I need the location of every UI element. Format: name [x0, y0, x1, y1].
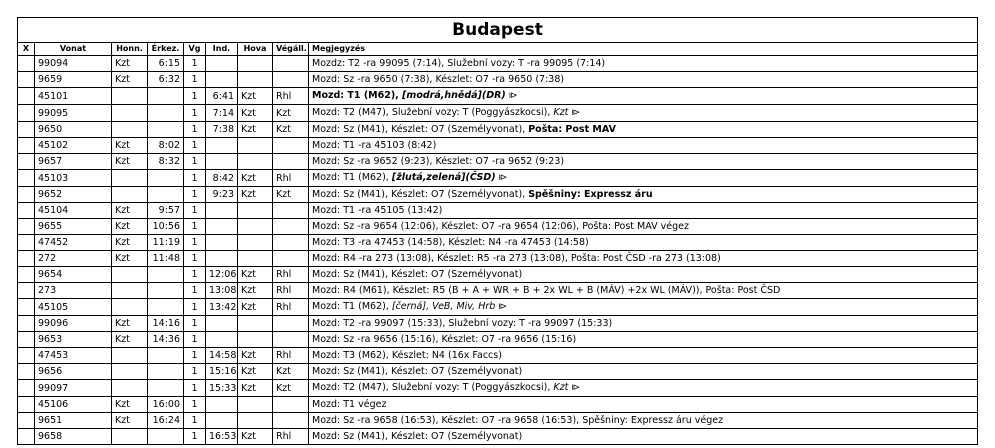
cell-vonat: 99095: [35, 105, 112, 122]
cell-erkez: [148, 348, 184, 364]
cell-erkez: 6:15: [148, 56, 184, 72]
cell-x: [18, 429, 35, 445]
cell-hova: [238, 154, 273, 170]
cell-erkez: 10:56: [148, 219, 184, 235]
continue-arrow-icon: ⧐: [495, 302, 508, 312]
cell-ind: 9:23: [206, 187, 238, 203]
continue-arrow-icon: ⧐: [568, 108, 581, 118]
cell-hova: [238, 203, 273, 219]
cell-honn: Kzt: [112, 72, 148, 88]
cell-hova: [238, 316, 273, 332]
cell-vegall: Rhl: [273, 348, 309, 364]
cell-hova: Kzt: [238, 380, 273, 397]
table-row: [18, 413, 978, 429]
cell-megjegyzes: [309, 397, 978, 413]
cell-hova: [238, 235, 273, 251]
cell-erkez: [148, 187, 184, 203]
cell-honn: [112, 105, 148, 122]
cell-vegall: Rhl: [273, 299, 309, 316]
cell-vegall: Kzt: [273, 187, 309, 203]
cell-hova: [238, 251, 273, 267]
cell-hova: [238, 138, 273, 154]
cell-vonat: 99094: [35, 56, 112, 72]
cell-honn: [112, 267, 148, 283]
cell-x: [18, 56, 35, 72]
cell-megjegyzes: [309, 267, 978, 283]
cell-honn: Kzt: [112, 235, 148, 251]
cell-vegall: Rhl: [273, 170, 309, 187]
note-segment: Mozd: T3 -ra 47453 (14:58), Készlet: N4 -ra 47453 (14:58): [312, 237, 589, 248]
table-row: [18, 154, 978, 170]
cell-megjegyzes: [309, 332, 978, 348]
cell-vegall: [273, 154, 309, 170]
note-segment: Mozd: Sz (M41), Készlet: O7 (Személyvonat),: [312, 189, 529, 200]
cell-vegall: [273, 56, 309, 72]
note-segment: [žlutá,zelená](ČSD): [391, 172, 496, 183]
cell-vegall: Kzt: [273, 364, 309, 380]
cell-vg: 1: [184, 267, 206, 283]
table-row: [18, 380, 978, 397]
cell-erkez: 6:32: [148, 72, 184, 88]
note-segment: Mozd: R4 (M61), Készlet: R5 (B + A + WR + B + 2x WL + B (MÁV) +2x WL (MÁV)), Pošta: Post ČSD: [312, 285, 781, 296]
note-segment: Kzt: [553, 107, 569, 118]
cell-hova: [238, 72, 273, 88]
cell-erkez: 16:24: [148, 413, 184, 429]
cell-vonat: 273: [35, 283, 112, 299]
cell-vegall: [273, 316, 309, 332]
table-row: [18, 88, 978, 105]
cell-ind: [206, 72, 238, 88]
cell-vonat: 9651: [35, 413, 112, 429]
cell-x: [18, 105, 35, 122]
cell-vonat: 45105: [35, 299, 112, 316]
note-segment: Mozd: Sz -ra 9658 (16:53), Készlet: O7 -ra 9658 (16:53), Spěšniny: Expressz áru végez: [312, 415, 724, 426]
cell-ind: 12:06: [206, 267, 238, 283]
cell-vegall: [273, 72, 309, 88]
cell-honn: Kzt: [112, 316, 148, 332]
table-row: [18, 429, 978, 445]
cell-megjegyzes: [309, 170, 978, 187]
cell-x: [18, 138, 35, 154]
table-row: [18, 105, 978, 122]
cell-hova: Kzt: [238, 170, 273, 187]
cell-erkez: [148, 429, 184, 445]
note-segment: Mozd: T1 -ra 45103 (8:42): [312, 140, 437, 151]
cell-vegall: [273, 138, 309, 154]
cell-erkez: [148, 122, 184, 138]
cell-x: [18, 380, 35, 397]
note-segment: Mozd: Sz -ra 9654 (12:06), Készlet: O7 -ra 9654 (12:06), Pošta: Post MAV végez: [312, 221, 689, 232]
cell-vonat: 9653: [35, 332, 112, 348]
cell-megjegyzes: [309, 364, 978, 380]
note-segment: Pošta: Post MAV: [528, 124, 616, 135]
cell-honn: [112, 364, 148, 380]
table-row: [18, 283, 978, 299]
cell-vonat: 272: [35, 251, 112, 267]
station-timetable: [17, 17, 978, 445]
cell-x: [18, 251, 35, 267]
cell-x: [18, 332, 35, 348]
cell-megjegyzes: [309, 122, 978, 138]
cell-erkez: [148, 105, 184, 122]
cell-x: [18, 316, 35, 332]
header-row: [18, 43, 978, 56]
cell-erkez: 14:16: [148, 316, 184, 332]
cell-x: [18, 413, 35, 429]
cell-x: [18, 364, 35, 380]
cell-vonat: 45106: [35, 397, 112, 413]
cell-erkez: 14:36: [148, 332, 184, 348]
continue-arrow-icon: ⧐: [495, 173, 508, 183]
cell-vonat: 9650: [35, 122, 112, 138]
cell-hova: [238, 219, 273, 235]
cell-vg: 1: [184, 219, 206, 235]
cell-ind: 7:14: [206, 105, 238, 122]
table-row: [18, 56, 978, 72]
cell-hova: Kzt: [238, 348, 273, 364]
cell-ind: 16:53: [206, 429, 238, 445]
cell-vonat: 45101: [35, 88, 112, 105]
cell-vg: 1: [184, 299, 206, 316]
cell-vg: 1: [184, 138, 206, 154]
cell-vonat: 47452: [35, 235, 112, 251]
table-row: [18, 267, 978, 283]
cell-ind: [206, 56, 238, 72]
cell-erkez: [148, 299, 184, 316]
table-row: [18, 397, 978, 413]
cell-hova: Kzt: [238, 122, 273, 138]
cell-x: [18, 88, 35, 105]
cell-vonat: 9656: [35, 364, 112, 380]
cell-honn: [112, 283, 148, 299]
cell-erkez: [148, 380, 184, 397]
table-row: [18, 122, 978, 138]
cell-honn: [112, 170, 148, 187]
note-segment: Mozd: Sz -ra 9652 (9:23), Készlet: O7 -ra 9652 (9:23): [312, 156, 565, 167]
cell-vg: 1: [184, 380, 206, 397]
cell-vonat: 9659: [35, 72, 112, 88]
cell-x: [18, 299, 35, 316]
note-segment: Mozd: Sz (M41), Készlet: O7 (Személyvonat): [312, 269, 523, 280]
cell-x: [18, 122, 35, 138]
cell-vegall: [273, 413, 309, 429]
note-segment: Mozd: T1 -ra 45105 (13:42): [312, 205, 443, 216]
cell-honn: Kzt: [112, 56, 148, 72]
cell-honn: [112, 187, 148, 203]
cell-vonat: 9657: [35, 154, 112, 170]
cell-ind: [206, 251, 238, 267]
cell-megjegyzes: [309, 72, 978, 88]
cell-honn: [112, 299, 148, 316]
cell-erkez: 11:19: [148, 235, 184, 251]
note-segment: Mozd: T1 (M62),: [312, 172, 392, 183]
cell-honn: Kzt: [112, 397, 148, 413]
cell-ind: [206, 138, 238, 154]
station-title: Budapest: [18, 18, 978, 43]
cell-erkez: [148, 364, 184, 380]
cell-erkez: [148, 170, 184, 187]
cell-ind: [206, 203, 238, 219]
continue-arrow-icon: ⧐: [568, 383, 581, 393]
cell-vg: 1: [184, 413, 206, 429]
table-row: [18, 299, 978, 316]
table-row: [18, 72, 978, 88]
cell-megjegyzes: [309, 88, 978, 105]
cell-megjegyzes: [309, 203, 978, 219]
cell-ind: [206, 219, 238, 235]
cell-vg: 1: [184, 187, 206, 203]
cell-vg: 1: [184, 56, 206, 72]
cell-megjegyzes: [309, 283, 978, 299]
cell-vg: 1: [184, 364, 206, 380]
cell-erkez: 8:32: [148, 154, 184, 170]
table-row: [18, 138, 978, 154]
cell-honn: Kzt: [112, 154, 148, 170]
timetable-sheet: [17, 17, 978, 445]
cell-ind: [206, 154, 238, 170]
cell-vg: 1: [184, 235, 206, 251]
cell-megjegyzes: [309, 154, 978, 170]
cell-erkez: [148, 283, 184, 299]
cell-vegall: Kzt: [273, 122, 309, 138]
header-erkez: Érkez.: [148, 43, 184, 56]
cell-vonat: 99097: [35, 380, 112, 397]
header-ind: Ind.: [206, 43, 238, 56]
cell-megjegyzes: [309, 316, 978, 332]
cell-vegall: [273, 251, 309, 267]
cell-vegall: Rhl: [273, 267, 309, 283]
cell-x: [18, 203, 35, 219]
cell-ind: 13:08: [206, 283, 238, 299]
cell-vonat: 9655: [35, 219, 112, 235]
cell-erkez: 11:48: [148, 251, 184, 267]
cell-megjegyzes: [309, 187, 978, 203]
cell-vegall: Kzt: [273, 105, 309, 122]
note-segment: Mozd: T3 (M62), Készlet: N4 (16x Faccs): [312, 350, 502, 361]
cell-megjegyzes: [309, 380, 978, 397]
cell-honn: Kzt: [112, 203, 148, 219]
table-row: [18, 203, 978, 219]
cell-ind: 8:42: [206, 170, 238, 187]
cell-megjegyzes: [309, 105, 978, 122]
cell-honn: Kzt: [112, 219, 148, 235]
note-segment: Mozd: Sz (M41), Készlet: O7 (Személyvonat): [312, 366, 523, 377]
cell-megjegyzes: [309, 219, 978, 235]
note-segment: Kzt: [553, 382, 569, 393]
cell-honn: [112, 348, 148, 364]
cell-megjegyzes: [309, 348, 978, 364]
cell-honn: Kzt: [112, 332, 148, 348]
cell-hova: Kzt: [238, 283, 273, 299]
table-row: [18, 187, 978, 203]
cell-vg: 1: [184, 429, 206, 445]
note-segment: Mozd: Sz (M41), Készlet: O7 (Személyvonat),: [312, 124, 529, 135]
header-megjegyzes: Megjegyzés: [309, 43, 978, 56]
cell-erkez: [148, 267, 184, 283]
cell-hova: Kzt: [238, 267, 273, 283]
cell-honn: [112, 88, 148, 105]
cell-hova: Kzt: [238, 429, 273, 445]
note-segment: Mozdz: T2 -ra 99095 (7:14), Služební vozy: T -ra 99095 (7:14): [312, 58, 606, 69]
header-vegall: Végáll.: [273, 43, 309, 56]
title-row: [18, 18, 978, 43]
cell-vonat: 47453: [35, 348, 112, 364]
cell-ind: [206, 332, 238, 348]
cell-vegall: Rhl: [273, 429, 309, 445]
cell-vg: 1: [184, 203, 206, 219]
note-segment: Mozd: T2 -ra 99097 (15:33), Služební vozy: T -ra 99097 (15:33): [312, 318, 613, 329]
cell-vg: 1: [184, 154, 206, 170]
cell-hova: Kzt: [238, 364, 273, 380]
cell-hova: [238, 56, 273, 72]
cell-vegall: Rhl: [273, 88, 309, 105]
cell-x: [18, 397, 35, 413]
table-row: [18, 251, 978, 267]
note-segment: Mozd: Sz (M41), Készlet: O7 (Személyvonat): [312, 431, 523, 442]
cell-hova: Kzt: [238, 299, 273, 316]
note-segment: Mozd: T2 (M47), Služební vozy: T (Poggyászkocsi),: [312, 382, 554, 393]
note-segment: [černá], VeB, Miv, Hrb: [391, 301, 496, 312]
table-row: [18, 170, 978, 187]
cell-ind: [206, 413, 238, 429]
cell-vg: 1: [184, 348, 206, 364]
cell-honn: Kzt: [112, 413, 148, 429]
cell-x: [18, 187, 35, 203]
cell-vegall: Kzt: [273, 380, 309, 397]
cell-honn: Kzt: [112, 138, 148, 154]
cell-x: [18, 72, 35, 88]
cell-vegall: [273, 397, 309, 413]
cell-vg: 1: [184, 251, 206, 267]
cell-megjegyzes: [309, 251, 978, 267]
cell-vonat: 45103: [35, 170, 112, 187]
cell-erkez: [148, 88, 184, 105]
cell-hova: [238, 397, 273, 413]
cell-ind: [206, 316, 238, 332]
cell-vegall: [273, 332, 309, 348]
cell-vonat: 9652: [35, 187, 112, 203]
header-vonat: Vonat: [35, 43, 112, 56]
cell-vg: 1: [184, 283, 206, 299]
cell-megjegyzes: [309, 299, 978, 316]
table-row: [18, 219, 978, 235]
cell-vg: 1: [184, 316, 206, 332]
cell-megjegyzes: [309, 413, 978, 429]
cell-vg: 1: [184, 122, 206, 138]
cell-vg: 1: [184, 88, 206, 105]
note-segment: [modrá,hnědá](DR): [402, 90, 506, 101]
cell-honn: [112, 429, 148, 445]
cell-hova: [238, 332, 273, 348]
table-row: [18, 316, 978, 332]
cell-vg: 1: [184, 332, 206, 348]
cell-x: [18, 348, 35, 364]
cell-ind: 7:38: [206, 122, 238, 138]
cell-vonat: 99096: [35, 316, 112, 332]
cell-x: [18, 154, 35, 170]
note-segment: Mozd: R4 -ra 273 (13:08), Készlet: R5 -ra 273 (13:08), Pošta: Post ČSD -ra 273 (13:08): [312, 253, 721, 264]
cell-ind: 14:58: [206, 348, 238, 364]
cell-vonat: 9654: [35, 267, 112, 283]
cell-honn: [112, 122, 148, 138]
header-honn: Honn.: [112, 43, 148, 56]
cell-hova: Kzt: [238, 88, 273, 105]
cell-x: [18, 170, 35, 187]
cell-x: [18, 219, 35, 235]
cell-ind: 13:42: [206, 299, 238, 316]
cell-ind: 15:16: [206, 364, 238, 380]
cell-megjegyzes: [309, 429, 978, 445]
table-row: [18, 332, 978, 348]
cell-erkez: 9:57: [148, 203, 184, 219]
header-x: X: [18, 43, 35, 56]
table-row: [18, 364, 978, 380]
cell-vg: 1: [184, 170, 206, 187]
cell-hova: Kzt: [238, 187, 273, 203]
cell-ind: 15:33: [206, 380, 238, 397]
header-vg: Vg: [184, 43, 206, 56]
cell-honn: Kzt: [112, 251, 148, 267]
cell-vegall: [273, 235, 309, 251]
continue-arrow-icon: ⧐: [505, 91, 518, 101]
cell-erkez: 16:00: [148, 397, 184, 413]
cell-vonat: 9658: [35, 429, 112, 445]
cell-ind: [206, 235, 238, 251]
cell-megjegyzes: [309, 235, 978, 251]
cell-hova: Kzt: [238, 105, 273, 122]
cell-ind: 6:41: [206, 88, 238, 105]
cell-megjegyzes: [309, 138, 978, 154]
note-segment: Mozd: Sz -ra 9650 (7:38), Készlet: O7 -ra 9650 (7:38): [312, 74, 565, 85]
cell-ind: [206, 397, 238, 413]
cell-vonat: 45102: [35, 138, 112, 154]
note-segment: Mozd: Sz -ra 9656 (15:16), Készlet: O7 -ra 9656 (15:16): [312, 334, 577, 345]
cell-vg: 1: [184, 105, 206, 122]
cell-x: [18, 235, 35, 251]
cell-vegall: [273, 203, 309, 219]
cell-vg: 1: [184, 72, 206, 88]
cell-megjegyzes: [309, 56, 978, 72]
cell-erkez: 8:02: [148, 138, 184, 154]
table-row: [18, 348, 978, 364]
cell-x: [18, 267, 35, 283]
cell-vegall: Rhl: [273, 283, 309, 299]
note-segment: Mozd: T1 (M62),: [312, 301, 392, 312]
cell-honn: [112, 380, 148, 397]
cell-hova: [238, 413, 273, 429]
note-segment: Mozd: T2 (M47), Služební vozy: T (Poggyászkocsi),: [312, 107, 554, 118]
note-segment: Mozd: T1 (M62),: [312, 90, 403, 101]
note-segment: Spěšniny: Expressz áru: [528, 189, 653, 200]
cell-vg: 1: [184, 397, 206, 413]
cell-x: [18, 283, 35, 299]
cell-vonat: 45104: [35, 203, 112, 219]
note-segment: Mozd: T1 végez: [312, 399, 387, 410]
table-row: [18, 235, 978, 251]
header-hova: Hova: [238, 43, 273, 56]
cell-vegall: [273, 219, 309, 235]
